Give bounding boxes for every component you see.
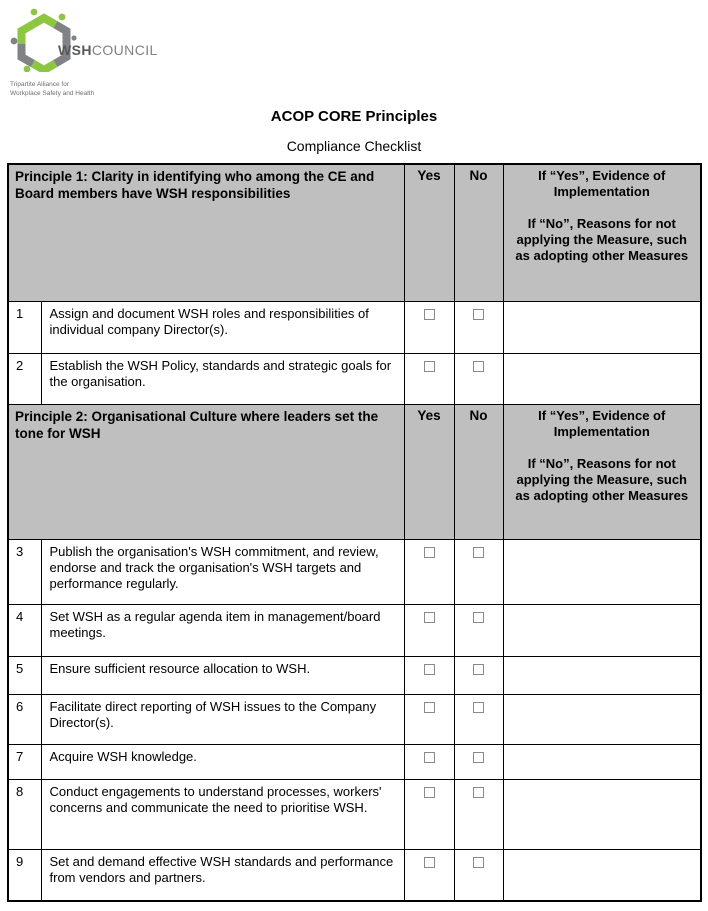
checklist-row-2 — [8, 353, 701, 404]
yes-checkbox[interactable] — [424, 309, 435, 320]
evidence-header-yes-text: If “Yes”, Evidence of Implementation — [538, 407, 666, 439]
yes-checkbox[interactable] — [424, 702, 435, 713]
checklist-row-3 — [8, 539, 701, 604]
measure-text: Ensure sufficient resource allocation to WSH. — [41, 656, 404, 694]
evidence-cell — [503, 779, 701, 849]
measure-text: Publish the organisation's WSH commitment, and review, endorse and track the organisation's WSH targets and performance regularly. — [41, 539, 404, 604]
evidence-header-yes-text: If “Yes”, Evidence of Implementation — [538, 168, 666, 199]
evidence-header-no-text: If “No”, Reasons for not applying the Measure, such as adopting other Measures — [515, 216, 689, 263]
no-cell — [454, 539, 503, 604]
measure-text: Assign and document WSH roles and responsibilities of individual company Director(s). — [41, 301, 404, 353]
no-cell — [454, 301, 503, 353]
no-checkbox[interactable] — [473, 702, 484, 713]
brand-council: COUNCIL — [91, 42, 158, 58]
checklist-row-1 — [8, 301, 701, 353]
measure-text: Acquire WSH knowledge. — [41, 744, 404, 779]
brand-wordmark — [58, 42, 158, 58]
row-number: 2 — [8, 353, 41, 404]
evidence-header-no-text: If “No”, Reasons for not applying the Measure, such as adopting other Measures — [515, 455, 689, 503]
checklist-row-9 — [8, 849, 701, 901]
tagline-line-2: Workplace Safety and Health — [10, 90, 95, 98]
evidence-cell — [503, 849, 701, 901]
evidence-cell — [503, 604, 701, 656]
measure-text: Facilitate direct reporting of WSH issues to the Company Director(s). — [41, 694, 404, 744]
row-number: 5 — [8, 656, 41, 694]
no-cell — [454, 604, 503, 656]
no-cell — [454, 353, 503, 404]
evidence-cell — [503, 744, 701, 779]
principle-2-header-row — [8, 404, 701, 539]
yes-cell — [404, 656, 454, 694]
no-cell — [454, 779, 503, 849]
principle-1-header-row — [8, 164, 701, 301]
yes-cell — [404, 694, 454, 744]
checklist-row-8 — [8, 779, 701, 849]
row-number: 1 — [8, 301, 41, 353]
yes-column-header: Yes — [404, 164, 454, 301]
document-subtitle: Compliance Checklist — [286, 138, 422, 154]
yes-column-header: Yes — [404, 404, 454, 539]
row-number: 3 — [8, 539, 41, 604]
evidence-cell — [503, 353, 701, 404]
wsh-hexagon-icon — [10, 8, 80, 72]
yes-checkbox[interactable] — [424, 787, 435, 798]
yes-checkbox[interactable] — [424, 612, 435, 623]
measure-text: Set and demand effective WSH standards and performance from vendors and partners. — [41, 849, 404, 901]
yes-checkbox[interactable] — [424, 752, 435, 763]
evidence-cell — [503, 539, 701, 604]
document-title: ACOP CORE Principles — [270, 108, 438, 125]
no-checkbox[interactable] — [473, 547, 484, 558]
yes-checkbox[interactable] — [424, 361, 435, 372]
row-number: 8 — [8, 779, 41, 849]
measure-text: Set WSH as a regular agenda item in management/board meetings. — [41, 604, 404, 656]
row-number: 7 — [8, 744, 41, 779]
no-checkbox[interactable] — [473, 787, 484, 798]
checklist-row-4 — [8, 604, 701, 656]
tagline-line-1: Tripartite Alliance for — [10, 81, 70, 88]
yes-checkbox[interactable] — [424, 857, 435, 868]
no-checkbox[interactable] — [473, 752, 484, 763]
no-checkbox[interactable] — [473, 664, 484, 675]
checklist-row-6 — [8, 694, 701, 744]
yes-checkbox[interactable] — [424, 547, 435, 558]
no-checkbox[interactable] — [473, 309, 484, 320]
yes-cell — [404, 539, 454, 604]
wsh-council-logo — [10, 8, 240, 98]
no-cell — [454, 694, 503, 744]
yes-cell — [404, 353, 454, 404]
evidence-column-header — [503, 404, 701, 539]
logo-tagline — [10, 80, 240, 98]
yes-cell — [404, 849, 454, 901]
no-column-header: No — [454, 404, 503, 539]
row-number: 6 — [8, 694, 41, 744]
evidence-cell — [503, 301, 701, 353]
checklist-row-5 — [8, 656, 701, 694]
yes-cell — [404, 301, 454, 353]
no-column-header: No — [454, 164, 503, 301]
yes-cell — [404, 744, 454, 779]
principle-2-title: Principle 2: Organisational Culture where leaders set the tone for WSH — [8, 404, 404, 539]
yes-cell — [404, 604, 454, 656]
evidence-column-header — [503, 164, 701, 301]
brand-wsh: WSH — [58, 42, 92, 58]
no-cell — [454, 656, 503, 694]
no-cell — [454, 744, 503, 779]
evidence-cell — [503, 656, 701, 694]
checklist-row-7 — [8, 744, 701, 779]
principle-1-title: Principle 1: Clarity in identifying who among the CE and Board members have WSH responsibilities — [8, 164, 404, 301]
evidence-cell — [503, 694, 701, 744]
compliance-checklist-table — [7, 163, 702, 902]
row-number: 4 — [8, 604, 41, 656]
yes-checkbox[interactable] — [424, 664, 435, 675]
no-checkbox[interactable] — [473, 612, 484, 623]
no-checkbox[interactable] — [473, 361, 484, 372]
no-cell — [454, 849, 503, 901]
row-number: 9 — [8, 849, 41, 901]
measure-text: Conduct engagements to understand processes, workers' concerns and communicate the need to prioritise WSH. — [41, 779, 404, 849]
yes-cell — [404, 779, 454, 849]
measure-text: Establish the WSH Policy, standards and strategic goals for the organisation. — [41, 353, 404, 404]
no-checkbox[interactable] — [473, 857, 484, 868]
